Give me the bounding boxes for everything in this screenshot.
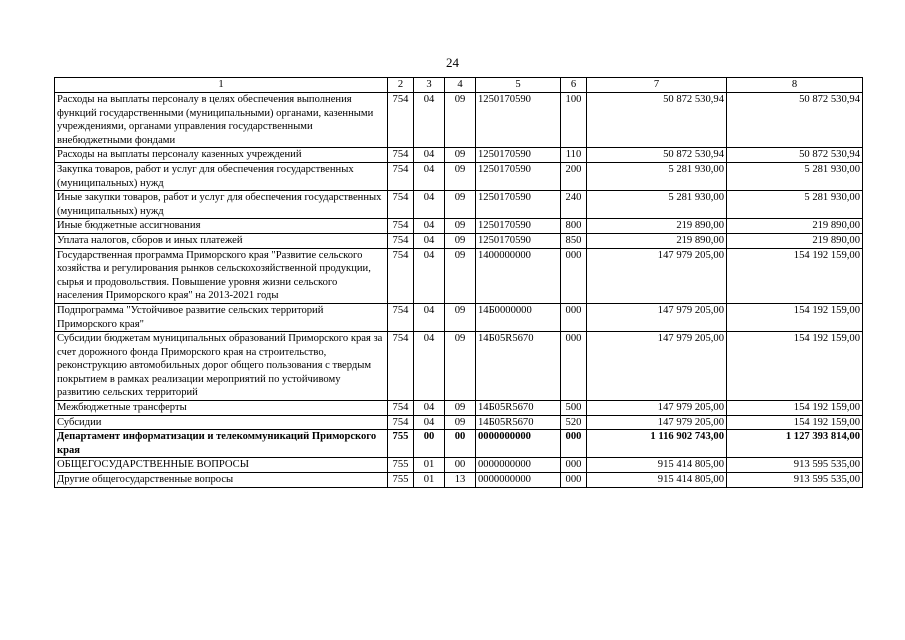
cell-expense-type: 850 [561, 233, 587, 248]
cell-target-article: 1250170590 [476, 93, 561, 148]
column-header: 6 [561, 78, 587, 93]
cell-expense-type: 240 [561, 191, 587, 219]
cell-amount-year-2: 154 192 159,00 [727, 303, 863, 331]
table-row [55, 233, 863, 248]
column-header: 5 [476, 78, 561, 93]
cell-amount-year-1: 1 116 902 743,00 [587, 430, 727, 458]
cell-section-code: 04 [414, 401, 445, 416]
cell-amount-year-1: 147 979 205,00 [587, 332, 727, 401]
table-row [55, 303, 863, 331]
cell-target-article: 14Б05R5670 [476, 401, 561, 416]
table-row [55, 148, 863, 163]
cell-expense-type: 000 [561, 430, 587, 458]
cell-description: Расходы на выплаты персоналу казенных учреждений [55, 148, 388, 163]
cell-target-article: 1250170590 [476, 162, 561, 190]
cell-subsection-code: 09 [445, 219, 476, 234]
cell-target-article: 1400000000 [476, 248, 561, 303]
cell-amount-year-2: 50 872 530,94 [727, 93, 863, 148]
cell-subsection-code: 09 [445, 93, 476, 148]
column-header: 4 [445, 78, 476, 93]
cell-section-code: 04 [414, 191, 445, 219]
cell-amount-year-2: 154 192 159,00 [727, 415, 863, 430]
cell-amount-year-1: 147 979 205,00 [587, 248, 727, 303]
cell-section-code: 04 [414, 148, 445, 163]
cell-description: ОБЩЕГОСУДАРСТВЕННЫЕ ВОПРОСЫ [55, 458, 388, 473]
cell-expense-type: 500 [561, 401, 587, 416]
cell-target-article: 1250170590 [476, 233, 561, 248]
cell-subsection-code: 09 [445, 148, 476, 163]
cell-amount-year-2: 154 192 159,00 [727, 332, 863, 401]
cell-subsection-code: 00 [445, 458, 476, 473]
cell-subsection-code: 09 [445, 332, 476, 401]
cell-amount-year-1: 147 979 205,00 [587, 415, 727, 430]
cell-target-article: 0000000000 [476, 430, 561, 458]
cell-section-code: 01 [414, 473, 445, 488]
cell-target-article: 1250170590 [476, 219, 561, 234]
table-row [55, 415, 863, 430]
cell-amount-year-2: 154 192 159,00 [727, 401, 863, 416]
cell-amount-year-2: 219 890,00 [727, 219, 863, 234]
table-row [55, 219, 863, 234]
cell-description: Субсидии бюджетам муниципальных образований Приморского края за счет дорожного фонда Приморского края на строительство, реконструкцию автомобильных дорог общего пользования с твердым покрытием в рамках реализации мероприятий по устойчивому развитию сельских территорий [55, 332, 388, 401]
cell-expense-type: 000 [561, 458, 587, 473]
table-row [55, 332, 863, 401]
cell-ministry-code: 754 [388, 162, 414, 190]
cell-amount-year-2: 219 890,00 [727, 233, 863, 248]
cell-amount-year-1: 147 979 205,00 [587, 303, 727, 331]
cell-description: Межбюджетные трансферты [55, 401, 388, 416]
cell-expense-type: 000 [561, 303, 587, 331]
table-row [55, 248, 863, 303]
budget-table [54, 77, 863, 488]
cell-amount-year-2: 1 127 393 814,00 [727, 430, 863, 458]
cell-ministry-code: 754 [388, 415, 414, 430]
column-header: 1 [55, 78, 388, 93]
cell-subsection-code: 09 [445, 303, 476, 331]
cell-section-code: 04 [414, 248, 445, 303]
cell-ministry-code: 754 [388, 233, 414, 248]
cell-description: Департамент информатизации и телекоммуникаций Приморского края [55, 430, 388, 458]
cell-amount-year-2: 5 281 930,00 [727, 162, 863, 190]
column-header: 3 [414, 78, 445, 93]
cell-subsection-code: 09 [445, 415, 476, 430]
cell-amount-year-2: 913 595 535,00 [727, 458, 863, 473]
cell-ministry-code: 755 [388, 473, 414, 488]
table-row [55, 93, 863, 148]
cell-description: Государственная программа Приморского края "Развитие сельского хозяйства и регулирования рынков сельскохозяйственной продукции, сырья и продовольствия. Повышение уровня жизни сельского населения Приморского края" на 2013-2021 годы [55, 248, 388, 303]
cell-section-code: 04 [414, 332, 445, 401]
cell-expense-type: 000 [561, 248, 587, 303]
cell-target-article: 14Б05R5670 [476, 415, 561, 430]
column-header: 7 [587, 78, 727, 93]
cell-description: Иные бюджетные ассигнования [55, 219, 388, 234]
cell-amount-year-1: 915 414 805,00 [587, 473, 727, 488]
cell-amount-year-1: 5 281 930,00 [587, 191, 727, 219]
cell-amount-year-1: 5 281 930,00 [587, 162, 727, 190]
cell-amount-year-2: 50 872 530,94 [727, 148, 863, 163]
cell-expense-type: 200 [561, 162, 587, 190]
cell-amount-year-1: 219 890,00 [587, 219, 727, 234]
cell-ministry-code: 755 [388, 430, 414, 458]
cell-ministry-code: 754 [388, 401, 414, 416]
cell-amount-year-2: 5 281 930,00 [727, 191, 863, 219]
cell-expense-type: 000 [561, 332, 587, 401]
table-row [55, 430, 863, 458]
table-row [55, 458, 863, 473]
cell-expense-type: 800 [561, 219, 587, 234]
cell-amount-year-2: 154 192 159,00 [727, 248, 863, 303]
cell-section-code: 04 [414, 219, 445, 234]
cell-target-article: 14Б0000000 [476, 303, 561, 331]
cell-section-code: 04 [414, 303, 445, 331]
cell-target-article: 0000000000 [476, 473, 561, 488]
header-row [55, 78, 863, 93]
cell-target-article: 1250170590 [476, 191, 561, 219]
cell-amount-year-1: 147 979 205,00 [587, 401, 727, 416]
column-header: 8 [727, 78, 863, 93]
cell-expense-type: 520 [561, 415, 587, 430]
cell-ministry-code: 754 [388, 191, 414, 219]
table-row [55, 191, 863, 219]
cell-ministry-code: 755 [388, 458, 414, 473]
cell-section-code: 04 [414, 415, 445, 430]
cell-subsection-code: 09 [445, 191, 476, 219]
cell-subsection-code: 00 [445, 430, 476, 458]
cell-description: Иные закупки товаров, работ и услуг для обеспечения государственных (муниципальных) нужд [55, 191, 388, 219]
cell-ministry-code: 754 [388, 332, 414, 401]
cell-ministry-code: 754 [388, 303, 414, 331]
cell-amount-year-1: 915 414 805,00 [587, 458, 727, 473]
cell-subsection-code: 09 [445, 233, 476, 248]
cell-description: Уплата налогов, сборов и иных платежей [55, 233, 388, 248]
cell-subsection-code: 09 [445, 401, 476, 416]
cell-ministry-code: 754 [388, 148, 414, 163]
cell-section-code: 04 [414, 93, 445, 148]
column-header: 2 [388, 78, 414, 93]
cell-description: Другие общегосударственные вопросы [55, 473, 388, 488]
cell-description: Расходы на выплаты персоналу в целях обеспечения выполнения функций государственными (муниципальными) органами, казенными учреждениями, органами управления государственными внебюджетными фондами [55, 93, 388, 148]
table-row [55, 473, 863, 488]
cell-subsection-code: 09 [445, 248, 476, 303]
cell-expense-type: 110 [561, 148, 587, 163]
page-number: 24 [446, 55, 459, 70]
cell-subsection-code: 09 [445, 162, 476, 190]
cell-section-code: 04 [414, 162, 445, 190]
table-row [55, 401, 863, 416]
cell-ministry-code: 754 [388, 93, 414, 148]
table-body [55, 78, 863, 488]
cell-amount-year-1: 219 890,00 [587, 233, 727, 248]
cell-subsection-code: 13 [445, 473, 476, 488]
cell-amount-year-1: 50 872 530,94 [587, 93, 727, 148]
cell-description: Подпрограмма "Устойчивое развитие сельских территорий Приморского края" [55, 303, 388, 331]
cell-target-article: 14Б05R5670 [476, 332, 561, 401]
cell-target-article: 1250170590 [476, 148, 561, 163]
cell-amount-year-2: 913 595 535,00 [727, 473, 863, 488]
table-row [55, 162, 863, 190]
cell-expense-type: 000 [561, 473, 587, 488]
cell-target-article: 0000000000 [476, 458, 561, 473]
cell-amount-year-1: 50 872 530,94 [587, 148, 727, 163]
cell-description: Субсидии [55, 415, 388, 430]
cell-expense-type: 100 [561, 93, 587, 148]
cell-section-code: 04 [414, 233, 445, 248]
cell-section-code: 00 [414, 430, 445, 458]
cell-ministry-code: 754 [388, 248, 414, 303]
cell-ministry-code: 754 [388, 219, 414, 234]
cell-section-code: 01 [414, 458, 445, 473]
cell-description: Закупка товаров, работ и услуг для обеспечения государственных (муниципальных) нужд [55, 162, 388, 190]
